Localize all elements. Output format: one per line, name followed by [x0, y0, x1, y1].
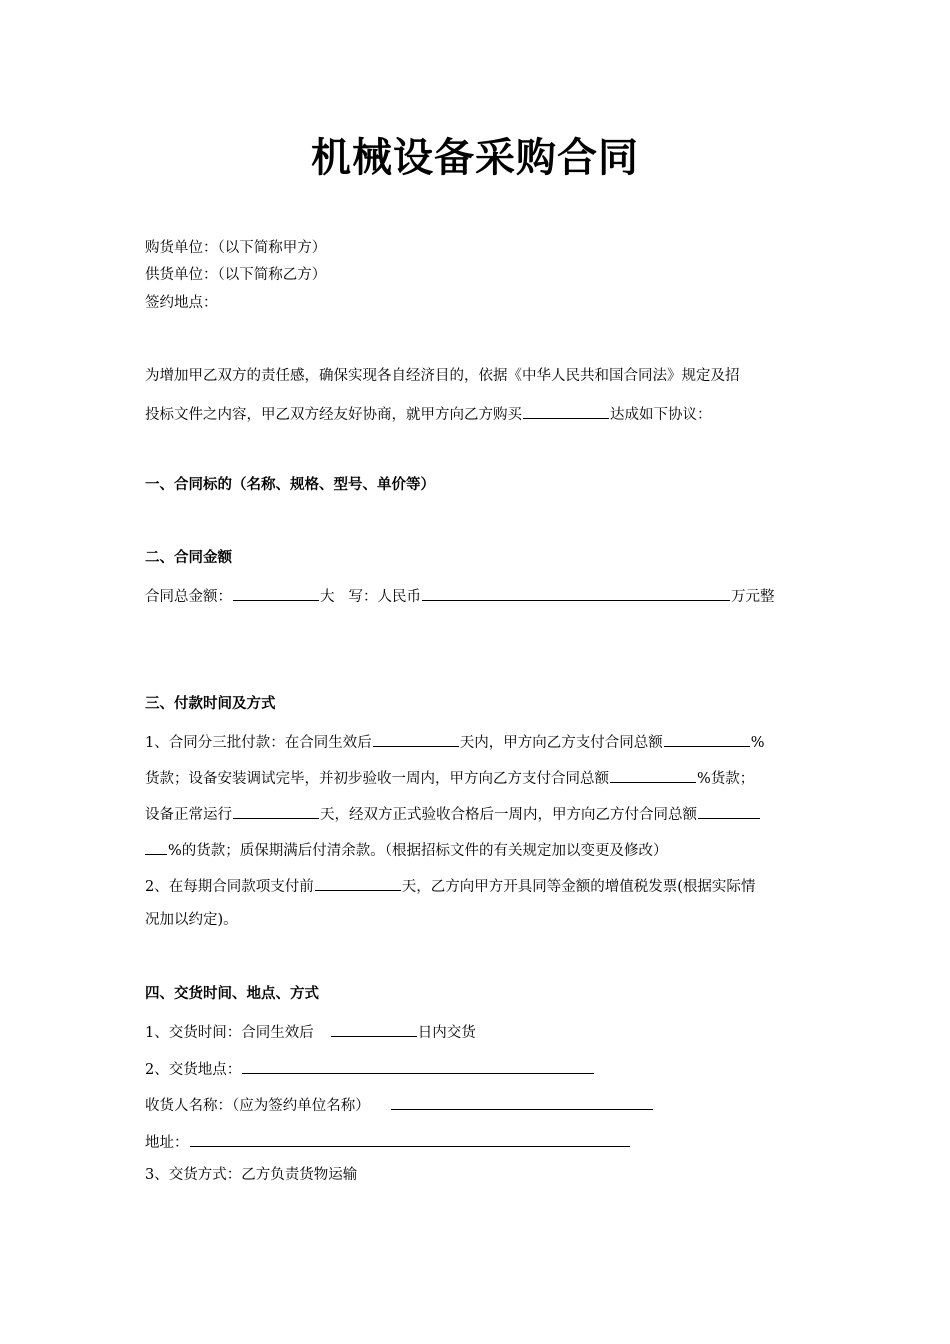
operation-days-blank[interactable]	[233, 802, 319, 819]
payment-text-4a: %的货款；质保期满后付清余款。（根据招标文件的有关规定加以变更及修改）	[168, 843, 668, 859]
invoice-text-a: 2、在每期合同款项支付前	[145, 879, 314, 895]
total-amount-label: 合同总金额：	[145, 589, 232, 605]
section1-heading: 一、合同标的（名称、规格、型号、单价等）	[145, 477, 435, 493]
delivery-time-line	[145, 1020, 476, 1043]
invoice-line-1	[145, 874, 755, 897]
payment-line-1	[145, 730, 765, 753]
daxie-label-a: 大	[320, 589, 335, 605]
amount-in-words-blank[interactable]	[422, 584, 730, 601]
address-label: 地址：	[145, 1135, 189, 1151]
payment-text-1a: 1、合同分三批付款：在合同生效后	[145, 735, 372, 751]
consignee-blank[interactable]	[391, 1093, 653, 1110]
page-title: 机械设备采购合同	[311, 135, 639, 181]
delivery-place-label: 2、交货地点：	[145, 1062, 242, 1078]
amount-suffix: 万元整	[731, 589, 775, 605]
address-line	[145, 1130, 631, 1153]
third-payment-percent-blank-b[interactable]	[145, 838, 167, 855]
purchase-item-blank[interactable]	[523, 402, 609, 419]
consignee-label: 收货人名称：（应为签约单位名称）	[145, 1098, 370, 1114]
delivery-time-text-b: 日内交货	[417, 1025, 476, 1041]
delivery-time-text-a: 1、交货时间：合同生效后	[145, 1025, 314, 1041]
payment-line-4	[145, 838, 668, 861]
second-payment-percent-blank[interactable]	[610, 766, 696, 783]
delivery-method-line: 3、交货方式：乙方负责货物运输	[145, 1167, 358, 1183]
payment-line-2	[145, 766, 754, 789]
invoice-days-blank[interactable]	[315, 874, 401, 891]
supplier-line: 供货单位：（以下简称乙方）	[145, 267, 327, 283]
payment-text-2b: %货款；	[697, 771, 755, 787]
delivery-days-blank[interactable]	[331, 1020, 417, 1037]
address-blank[interactable]	[190, 1130, 630, 1147]
payment-text-3b: 天，经双方正式验收合格后一周内，甲方向乙方付合同总额	[320, 807, 697, 823]
section4-heading: 四、交货时间、地点、方式	[145, 986, 319, 1002]
buyer-line: 购货单位：（以下简称甲方）	[145, 240, 327, 256]
payment-text-2a: 货款；设备安装调试完毕，并初步验收一周内，甲方向乙方支付合同总额	[145, 771, 609, 787]
signing-location-line: 签约地点：	[145, 295, 218, 311]
section2-heading: 二、合同金额	[145, 550, 232, 566]
first-payment-days-blank[interactable]	[373, 730, 459, 747]
delivery-place-blank[interactable]	[242, 1057, 594, 1074]
first-payment-percent-blank[interactable]	[664, 730, 750, 747]
payment-line-3	[145, 802, 761, 825]
preamble-line-1: 为增加甲乙双方的责任感，确保实现各自经济目的，依据《中华人民共和国合同法》规定及招	[145, 368, 740, 384]
consignee-line	[145, 1093, 654, 1116]
total-amount-blank[interactable]	[233, 584, 319, 601]
preamble-text-b: 达成如下协议：	[610, 407, 712, 423]
payment-text-1b: 天内，甲方向乙方支付合同总额	[459, 735, 663, 751]
third-payment-percent-blank-a[interactable]	[698, 802, 760, 819]
delivery-place-line	[145, 1057, 595, 1080]
preamble-text-a: 投标文件之内容，甲乙双方经友好协商，就甲方向乙方购买	[145, 407, 522, 423]
invoice-text-b: 天，乙方向甲方开具同等金额的增值税发票(根据实际情	[401, 879, 756, 895]
section3-heading: 三、付款时间及方式	[145, 696, 276, 712]
preamble-line-2	[145, 402, 712, 425]
payment-text-3a: 设备正常运行	[145, 807, 232, 823]
payment-text-1c: %	[750, 735, 765, 751]
invoice-line-2: 况加以约定)。	[145, 912, 238, 928]
daxie-label-b: 写：人民币	[348, 589, 421, 605]
contract-amount-line	[145, 584, 775, 607]
